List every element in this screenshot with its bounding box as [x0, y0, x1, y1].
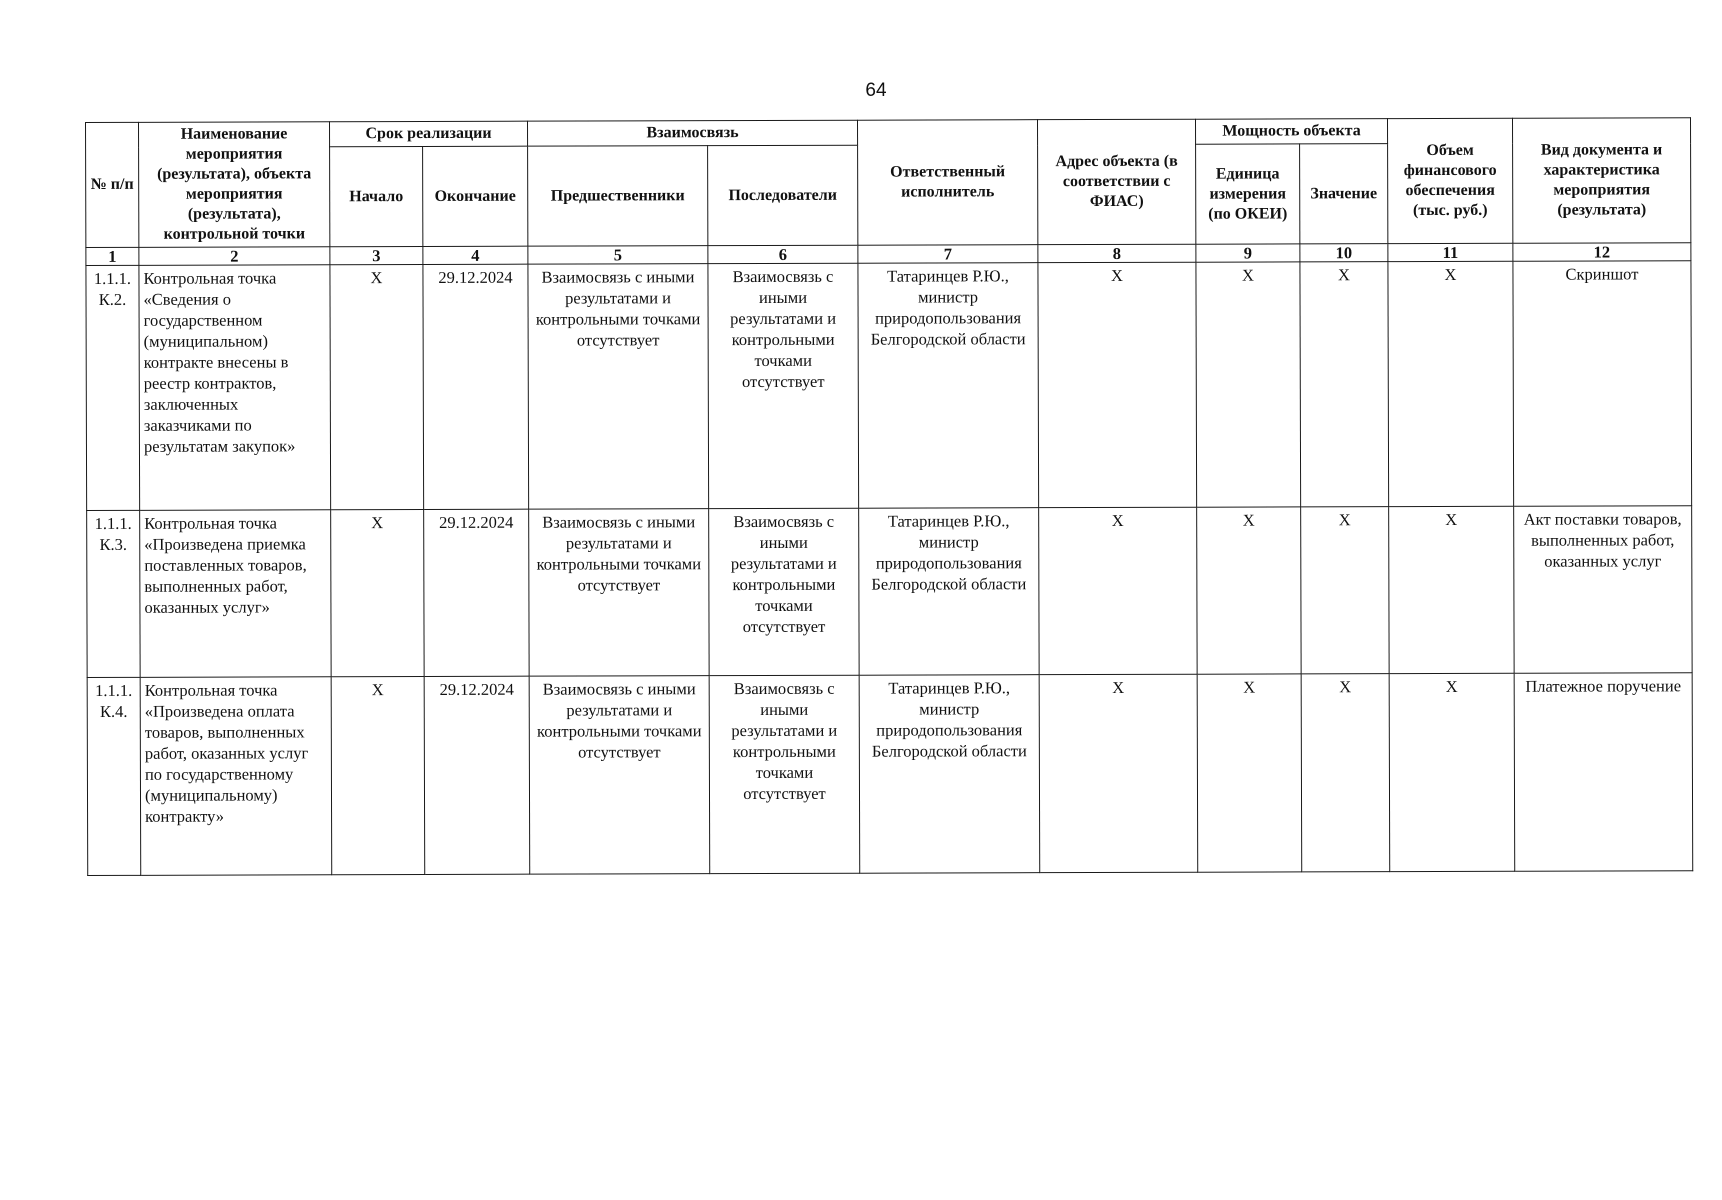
- header-row-top: [86, 118, 1691, 148]
- table-row: [86, 261, 1692, 511]
- header-capacity-group: Мощность объекта: [1195, 119, 1387, 145]
- row-end: 29.12.2024: [424, 509, 529, 676]
- row-number: 1.1.1. К.2.: [86, 265, 140, 510]
- header-name: Наименование мероприятия (результата), объекта мероприятия (результата), контрольной точки: [139, 122, 330, 248]
- row-address: X: [1039, 507, 1197, 674]
- column-number: 12: [1513, 243, 1691, 262]
- table-row: [87, 673, 1693, 876]
- row-number: 1.1.1. К.4.: [87, 677, 141, 875]
- row-successors: Взаимосвязь с иными результатами и контрольными точками отсутствует: [709, 508, 859, 675]
- column-number: 9: [1196, 244, 1300, 262]
- column-number: 5: [528, 246, 708, 265]
- row-unit: X: [1197, 674, 1302, 872]
- header-predecessors: Предшественники: [528, 146, 708, 247]
- row-finance: X: [1389, 506, 1514, 673]
- row-successors: Взаимосвязь с иными результатами и контрольными точками отсутствует: [708, 263, 859, 508]
- row-value: X: [1300, 262, 1389, 507]
- column-number: 6: [708, 245, 858, 263]
- table-row: [87, 506, 1692, 678]
- page-number: 64: [865, 80, 887, 101]
- row-doc: Акт поставки товаров, выполненных работ, оказанных услуг: [1514, 506, 1692, 674]
- row-end: 29.12.2024: [424, 676, 530, 874]
- header-doc: Вид документа и характеристика мероприятия (результата): [1512, 118, 1690, 244]
- row-predecessors: Взаимосвязь с иными результатами и контрольными точками отсутствует: [529, 676, 710, 875]
- header-finance: Объем финансового обеспечения (тыс. руб.): [1387, 118, 1512, 243]
- row-end: 29.12.2024: [423, 264, 529, 509]
- row-value: X: [1301, 674, 1390, 872]
- column-number: 10: [1300, 244, 1388, 262]
- row-predecessors: Взаимосвязь с иными результатами и контрольными точками отсутствует: [528, 264, 709, 510]
- header-num: № п/п: [86, 122, 139, 247]
- row-doc: Скриншот: [1513, 261, 1692, 507]
- row-start: X: [331, 676, 425, 874]
- column-number: 7: [858, 245, 1038, 264]
- header-executor: Ответственный исполнитель: [857, 120, 1037, 246]
- row-unit: X: [1197, 507, 1301, 674]
- column-number: 1: [86, 247, 139, 265]
- row-start: X: [330, 264, 424, 509]
- row-finance: X: [1388, 261, 1514, 506]
- row-doc: Платежное поручение: [1514, 673, 1693, 872]
- row-number: 1.1.1. К.3.: [87, 510, 140, 677]
- column-number: 11: [1388, 243, 1513, 261]
- row-name: Контрольная точка «Сведения о государственном (муниципальном) контракте внесены в реестр контрактов, заключенных заказчиками по результатам закупок»: [139, 265, 331, 511]
- header-address: Адрес объекта (в соответствии с ФИАС): [1037, 119, 1195, 244]
- header-unit: Единица измерения (по ОКЕИ): [1196, 144, 1300, 244]
- row-value: X: [1301, 507, 1389, 674]
- header-value: Значение: [1300, 144, 1388, 244]
- row-start: X: [331, 509, 424, 676]
- plan-table: [85, 117, 1693, 876]
- header-start: Начало: [330, 146, 423, 246]
- header-end: Окончание: [423, 146, 528, 246]
- row-unit: X: [1196, 262, 1301, 507]
- header-link-group: Взаимосвязь: [527, 120, 857, 146]
- row-address: X: [1039, 674, 1198, 872]
- column-number: 2: [139, 247, 330, 266]
- column-number: 4: [423, 246, 528, 264]
- row-successors: Взаимосвязь с иными результатами и контрольными точками отсутствует: [709, 675, 860, 873]
- row-executor: Татаринцев Р.Ю., министр природопользования Белгородской области: [858, 263, 1039, 509]
- row-address: X: [1038, 262, 1197, 507]
- row-name: Контрольная точка «Произведена приемка поставленных товаров, выполненных работ, оказанных услуг»: [140, 510, 331, 678]
- column-number: 3: [330, 246, 423, 264]
- header-successors: Последователи: [708, 145, 858, 245]
- column-number: 8: [1038, 244, 1196, 262]
- row-finance: X: [1389, 673, 1515, 871]
- row-executor: Татаринцев Р.Ю., министр природопользования Белгородской области: [859, 675, 1040, 874]
- row-name: Контрольная точка «Произведена оплата товаров, выполненных работ, оказанных услуг по государственному (муниципальному) контракту»: [140, 677, 332, 876]
- row-predecessors: Взаимосвязь с иными результатами и контрольными точками отсутствует: [529, 509, 709, 677]
- header-term-group: Срок реализации: [330, 121, 528, 147]
- row-executor: Татаринцев Р.Ю., министр природопользования Белгородской области: [859, 508, 1039, 676]
